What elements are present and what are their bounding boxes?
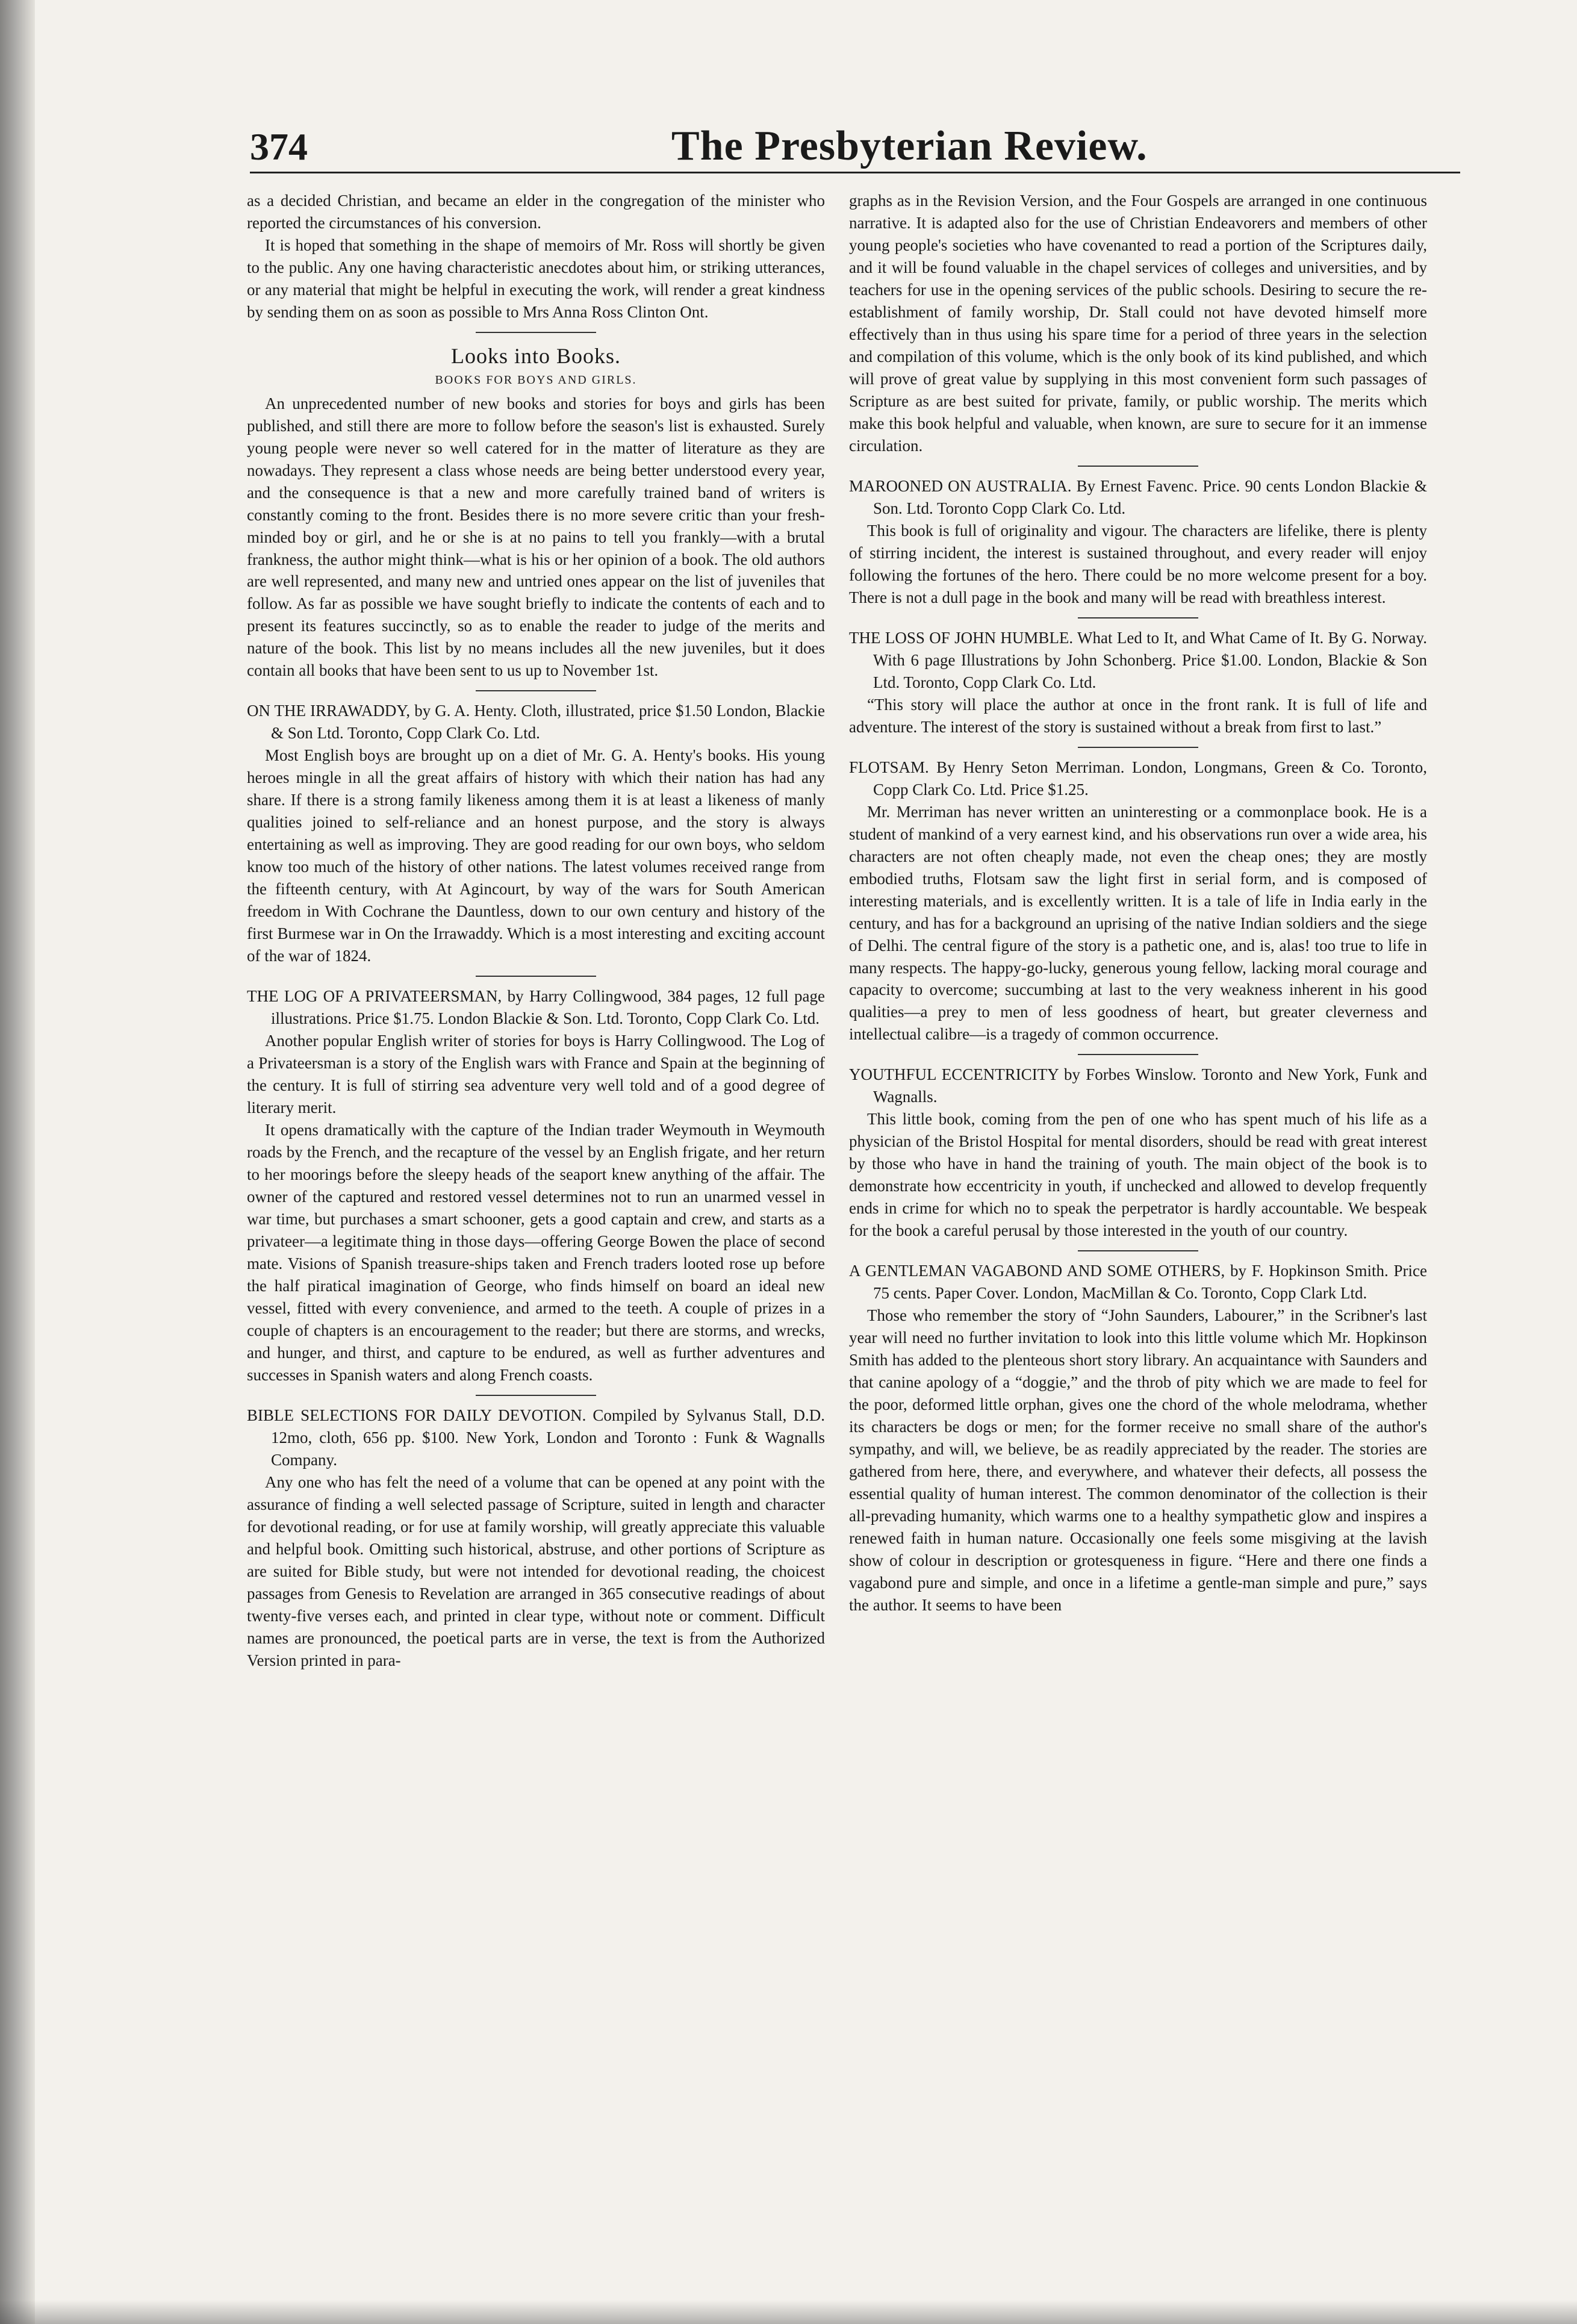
review-heading: THE LOSS OF JOHN HUMBLE. What Led to It, and What Came of It. By G. Norway. With 6 page Illustrations by John Schonberg. Price $1.00. London, Blackie & Son Ltd. Toronto, Copp Clark Co. Ltd. [849,628,1427,691]
page-binding-shadow [0,0,35,2324]
paragraph: Most English boys are brought up on a diet of Mr. G. A. Henty's books. His young heroes mingle in all the great affairs of history with which their nation has had any share. If there is a strong family likeness among them it is at least a likeness of manly qualities joined to self-reliance and an honest purpose, and the story is always entertaining as well as improving. They are good reading for our own boys, who seldom know too much of the history of other nations. The latest volumes received range from the fifteenth century, with At Agincourt, by way of the wars for South American freedom in With Cochrane the Dauntless, down to our own century and history of the first Burmese war in On the Irrawaddy. Which is a most interesting and exciting account of the war of 1824. [247,746,825,965]
running-title: The Presbyterian Review. [671,123,1148,169]
paragraph: An unprecedented number of new books and stories for boys and girls has been published, and still there are more to follow before the season's list is exhausted. Surely young people were never so well catered for in the matter of literature as they are nowadays. They represent a class whose needs are being better understood every year, and the consequence is that a new and more carefully trained band of writers is constantly coming to the front. Besides there is no more severe critic than your fresh-minded boy or girl, and he or she is at no pains to tell you frankly—with a brutal frankness, the author might think—what is his or her opinion of a book. The old authors are well represented, and many new and untried ones appear on the list of juveniles that follow. As far as possible we have sought briefly to indicate the contents of each and to present its features succinctly, so as to enable the reader to judge of the merits and nature of the book. This list by no means includes all the new juveniles, but it does contain all books that have been sent to us up to November 1st. [247,394,825,680]
divider [476,1395,596,1396]
paragraph: It opens dramatically with the capture of the Indian trader Weymouth in Weymouth roads by the French, and the recapture of the vessel by an English frigate, and her return to her moorings before the sleepy heads of the seaport knew anything of the affair. The owner of the captured and restored vessel determines not to run an unarmed vessel in war time, but purchases a smart schooner, gets a good captain and crew, and starts as a privateer—a legitimate thing in those days—offering George Bowen the place of second mate. Visions of Spanish treasure-ships taken and French traders looted rose up before the half piratical imagination of George, who finds himself on board an ideal new vessel, fitted with every convenience, and armed to the teeth. A couple of prizes in a couple of chapters is an encouragement to the reader; but there are storms, and wrecks, and hunger, and thirst, and capture to be endured, as well as further adventures and successes in Spanish waters and along French coasts. [247,1121,825,1384]
review-heading: A GENTLEMAN VAGABOND AND SOME OTHERS, by F. Hopkinson Smith. Price 75 cents. Paper Cover. London, MacMillan & Co. Toronto, Copp Clark Ltd. [849,1262,1427,1303]
divider [1078,1054,1198,1055]
review-heading: FLOTSAM. By Henry Seton Merriman. London, Longmans, Green & Co. Toronto, Copp Clark Co. Ltd. Price $1.25. [849,758,1427,799]
paragraph: It is hoped that something in the shape of memoirs of Mr. Ross will shortly be given to the public. Any one having characteristic anecdotes about him, or striking utterances, or any material that might be helpful in executing the work, will render a great kindness by sending them on as soon as possible to Mrs Anna Ross Clinton Ont. [247,235,825,321]
page-number: 374 [250,125,308,168]
paragraph: This little book, coming from the pen of one who has spent much of his life as a physician of the Bristol Hospital for mental disorders, should be read with great interest by those who have in hand the training of youth. The main object of the book is to demonstrate how eccentricity in youth, if unchecked and allowed to develop frequently ends in crime for which no to speak the perpetrator is hardly accountable. We bespeak for the book a careful perusal by those interested in the youth of our country. [849,1110,1427,1240]
divider [476,332,596,333]
divider [1078,747,1198,748]
paragraph: This book is full of originality and vigour. The characters are lifelike, there is plenty of stirring incident, the interest is sustained throughout, and every reader will enjoy following the fortunes of the hero. There could be no more welcome present for a boy. There is not a dull page in the book and many will be read with breathless interest. [849,521,1427,606]
review-heading: THE LOG OF A PRIVATEERSMAN, by Harry Collingwood, 384 pages, 12 full page illustrations. Price $1.75. London Blackie & Son. Ltd. Toronto, Copp Clark Co. Ltd. [247,987,825,1028]
section-subtitle: BOOKS FOR BOYS AND GIRLS. [435,373,637,387]
divider [1078,617,1198,618]
page-header [250,117,1460,173]
paragraph: Any one who has felt the need of a volume that can be opened at any point with the assurance of finding a well selected passage of Scripture, suited in length and character for devotional reading, or for use at family worship, will greatly appreciate this valuable and helpful book. Omitting such historical, abstruse, and other portions of Scripture as are suited for Bible study, but were not intended for devotional reading, the choicest passages from Genesis to Revelation are arranged in 365 consecutive readings of about twenty-five verses each, and printed in clear type, without note or comment. Difficult names are pronounced, the poetical parts are in verse, the text is from the Authorized Version printed in para- [247,1472,825,1669]
section-title: Looks into Books. [450,343,621,368]
paragraph: graphs as in the Revision Version, and the Four Gospels are arranged in one continuous narrative. It is adapted also for the use of Christian Endeavorers and members of other young people's societies who have covenanted to read a portion of the Scriptures daily, and it will be found valuable in the chapel services of colleges and universities, and by teachers for use in the opening services of the public schools. Desiring to secure the re-establishment of family worship, Dr. Stall could not have devoted himself more effectively than in thus using his spare time for a period of three years in the selection and compilation of this volume, which is the only book of its kind published, and which will prove of great value by supplying in this most convenient form such passages of Scripture as are best suited for private, family, or public worship. The merits which make this book helpful and valuable, when known, are sure to secure for it an immense circulation. [849,192,1427,455]
divider [476,690,596,691]
review-heading: MAROONED ON AUSTRALIA. By Ernest Favenc. Price. 90 cents London Blackie & Son. Ltd. Toronto Copp Clark Co. Ltd. [849,476,1427,517]
paragraph: Those who remember the story of “John Saunders, Labourer,” in the Scribner's last year will need no further invitation to look into this little volume which Mr. Hopkinson Smith has added to the plenteous short story library. An acquaintance with Saunders and that canine apology of a “doggie,” and the throb of pity which we are made to feel for the poor, deformed little orphan, gives one the chord of the whole melodrama, whether its characters be dogs or men; for the former receive no small share of the author's sympathy, and will, we believe, be as readily appreciated by the reader. The stories are gathered from here, there, and everywhere, and whatever their defects, all possess the essential quality of human interest. The common denominator of the collection is their all-prevading humanity, which warms one to a healthy sympathetic glow and inspires a renewed faith in human nature. Occasionally one feels some misgiving at the lavish show of colour in description or grotesqueness in figure. “Here and there one finds a vagabond pure and simple, and once in a lifetime a gentle-man simple and pure,” says the author. It seems to have been [849,1306,1427,1615]
review-heading: YOUTHFUL ECCENTRICITY by Forbes Winslow. Toronto and New York, Funk and Wagnalls. [849,1065,1427,1106]
divider [1078,466,1198,467]
paragraph: Another popular English writer of stories for boys is Harry Collingwood. The Log of a Privateersman is a story of the English wars with France and Spain at the beginning of the century. It is full of stirring sea adventure very well told and of a good degree of literary merit. [247,1032,825,1117]
right-column [849,190,1427,1616]
divider [1078,1250,1198,1251]
page-bottom-shadow [0,2300,1577,2324]
left-column [247,190,825,1672]
paragraph: Mr. Merriman has never written an uninteresting or a commonplace book. He is a student of mankind of a very earnest kind, and his observations run over a wide area, his characters are not often cheaply made, not even the cheap ones; they are mostly embodied truths, Flotsam saw the light first in serial form, and is composed of interesting materials, and is excellently written. It is a tale of life in India early in the century, and has for a background an uprising of the native Indian soldiers and the siege of Delhi. The central figure of the story is a pathetic one, and is, alas! too true to life in many respects. The happy-go-lucky, generous young fellow, lacking moral courage and capacity to overcome; succumbing at last to the very weakness inherent in his good qualities—a prey to men of less goodness of heart, but greater cleverness and intellectual calibre—is a tragedy of common occurrence. [849,802,1427,1044]
review-heading: ON THE IRRAWADDY, by G. A. Henty. Cloth, illustrated, price $1.50 London, Blackie & Son Ltd. Toronto, Copp Clark Co. Ltd. [247,702,825,743]
divider [476,976,596,977]
paragraph: as a decided Christian, and became an elder in the congregation of the minister who reported the circumstances of his conversion. [247,192,825,232]
paragraph: “This story will place the author at once in the front rank. It is full of life and adventure. The interest of the story is sustained without a break from first to last.” [849,695,1427,736]
review-heading: BIBLE SELECTIONS FOR DAILY DEVOTION. Compiled by Sylvanus Stall, D.D. 12mo, cloth, 656 pp. $100. New York, London and Toronto : Funk & Wagnalls Company. [247,1406,825,1469]
